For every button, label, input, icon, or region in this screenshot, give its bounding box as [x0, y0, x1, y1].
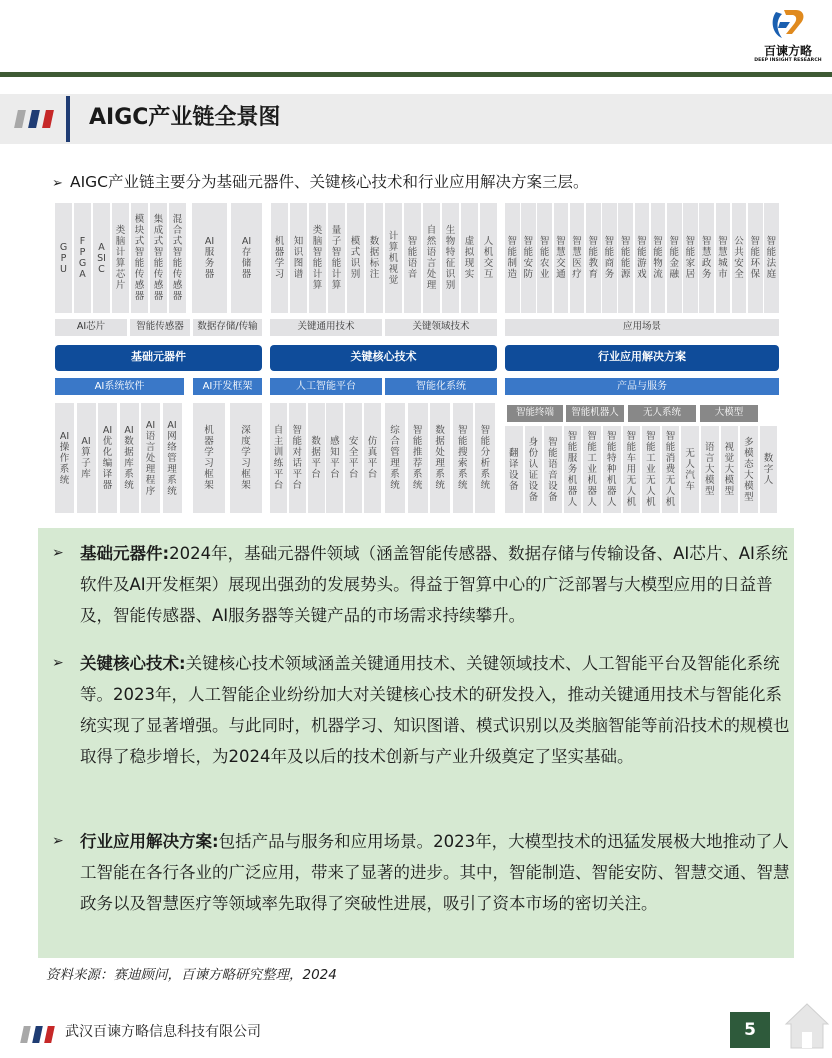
cell-label: 类脑智能计算	[312, 225, 323, 291]
cell-label: 智慧医疗	[572, 236, 582, 280]
diagram-top-cell	[618, 203, 633, 313]
diagram-bottom-cell	[385, 403, 405, 513]
paragraph-lead: 关键核心技术:	[80, 654, 186, 673]
diagram-bottom-cell	[270, 403, 287, 513]
cell-label: 智能推荐系统	[412, 425, 423, 491]
cell-label: 机器学习框架	[204, 425, 214, 491]
cell-label: 人机交互	[483, 236, 494, 280]
cell-label: 计算机视觉	[388, 230, 399, 286]
brand-name: 百谏方略	[763, 44, 812, 58]
diagram-top-cell	[290, 203, 307, 313]
diagram-top-cell	[328, 203, 345, 313]
diagram-category: AI芯片	[55, 319, 127, 336]
cell-label: 智能语音设备	[548, 436, 558, 503]
diagram-top-cell	[480, 203, 497, 313]
diagram-top-cell	[309, 203, 326, 313]
diagram-bottom-cell	[721, 426, 739, 513]
diagram-top-cell	[651, 203, 666, 313]
cell-label: 语言大模型	[704, 442, 715, 497]
cell-label: 数字人	[763, 453, 774, 486]
diagram-sublayer-bar: AI开发框架	[193, 378, 262, 395]
diagram-product-tag: 智能终端	[507, 405, 563, 422]
diagram-bottom-cell	[430, 403, 450, 513]
cell-label: 智能工业机器人	[587, 431, 597, 508]
cell-label: 感知平台	[330, 436, 340, 480]
cell-label: 综合管理系统	[390, 425, 400, 491]
cell-label: 智能法庭	[766, 236, 777, 280]
diagram-top-cell	[537, 203, 552, 313]
diagram-top-cell	[683, 203, 698, 313]
cell-label: 智能分析系统	[480, 425, 491, 491]
diagram-bottom-cell	[475, 403, 495, 513]
diagram-bottom-cell	[662, 426, 680, 513]
diagram-top-cell	[716, 203, 731, 313]
diagram-bottom-cell	[681, 426, 699, 513]
diagram-bottom-cell	[760, 426, 778, 513]
footer-flag-blue-icon	[32, 1026, 43, 1043]
cell-label: AI服务器	[204, 236, 215, 280]
diagram-bottom-cell	[77, 403, 96, 513]
cell-label: 智能消费无人机	[665, 431, 676, 508]
diagram-bottom-cell	[544, 426, 562, 513]
diagram-category: 数据存储/传输	[193, 319, 262, 336]
diagram-top-cell	[404, 203, 421, 313]
diagram-top-cell	[699, 203, 714, 313]
cell-label: 类脑计算芯片	[115, 225, 126, 291]
footer-flag-gray-icon	[20, 1026, 31, 1043]
diagram-top-cell	[732, 203, 747, 313]
diagram-bottom-cell	[564, 426, 582, 513]
diagram-top-cell	[423, 203, 440, 313]
cell-label: 智能服务机器人	[567, 431, 578, 508]
diagram-top-cell	[505, 203, 520, 313]
cell-label: AI网络管理系统	[167, 419, 177, 497]
page-number: 5	[730, 1012, 770, 1048]
diagram-bottom-cell	[345, 403, 362, 513]
diagram-bottom-cell	[623, 426, 641, 513]
cell-label: 智能教育	[588, 236, 598, 280]
diagram-top-cell	[461, 203, 478, 313]
diagram-category: 关键领域技术	[385, 319, 497, 336]
diagram-top-cell	[347, 203, 364, 313]
diagram-bottom-cell	[98, 403, 117, 513]
diagram-top-cell	[385, 203, 402, 313]
cell-label: 智能环保	[750, 236, 760, 280]
cell-label: 自主训练平台	[273, 425, 284, 491]
cell-label: 智慧政务	[701, 236, 712, 280]
bullet-arrow-icon: ➢	[52, 655, 64, 671]
page-title: AIGC产业链全景图	[89, 105, 281, 130]
diagram-bottom-cell	[141, 403, 160, 513]
diagram-top-cell	[764, 203, 779, 313]
diagram-top-cell	[192, 203, 227, 313]
diagram-bottom-cell	[308, 403, 325, 513]
cell-label: 智能金融	[669, 236, 679, 280]
cell-label: 智能工业无人机	[646, 431, 656, 508]
intro-text: AIGC产业链主要分为基础元器件、关键核心技术和行业应用解决方案三层。	[70, 173, 589, 191]
cell-label: 智能游戏	[637, 236, 647, 280]
diagram-top-cell	[442, 203, 459, 313]
diagram-layer-bar: 基础元器件	[55, 345, 262, 371]
home-icon[interactable]	[782, 998, 832, 1050]
diagram-bottom-cell	[326, 403, 343, 513]
cell-label: 智能农业	[539, 236, 550, 280]
paragraph-lead: 基础元器件:	[80, 544, 170, 563]
diagram-product-tag: 无人系统	[628, 405, 696, 422]
cell-label: AI语言处理程序	[145, 419, 156, 497]
cell-label: AI数据库系统	[124, 425, 134, 491]
diagram-sublayer-bar: 产品与服务	[505, 378, 779, 395]
brand-name-en: DEEP INSIGHT RESEARCH	[754, 58, 822, 63]
diagram-top-cell	[131, 203, 148, 313]
diagram-bottom-cell	[453, 403, 473, 513]
cell-label: 视觉大模型	[724, 442, 735, 497]
diagram-bottom-cell	[642, 426, 660, 513]
diagram-top-cell	[667, 203, 682, 313]
paragraph-text: 2024年，基础元器件领域（涵盖智能传感器、数据存储与传输设备、AI芯片、AI系统软件及AI开发框架）展现出强劲的发展势头。得益于智算中心的广泛部署与大模型应用的日益普及，智能传感器、AI服务器等关键产品的市场需求持续攀升。	[80, 544, 788, 625]
diagram-top-cell	[554, 203, 569, 313]
cell-label: 智能搜索系统	[458, 425, 468, 491]
cell-label: 身份认证设备	[528, 436, 539, 503]
cell-label: 模式识别	[350, 236, 361, 280]
diagram-sublayer-bar: 人工智能平台	[270, 378, 382, 395]
cell-label: 模块式智能传感器	[134, 214, 145, 302]
diagram-category: 关键通用技术	[270, 319, 382, 336]
diagram-top-cell	[93, 203, 110, 313]
diagram-bottom-cell	[120, 403, 139, 513]
diagram-bottom-cell	[163, 403, 182, 513]
diagram-top-cell	[748, 203, 763, 313]
cell-label: 智能制造	[507, 236, 517, 280]
cell-label: AI操作系统	[59, 430, 70, 486]
cell-label: 无人汽车	[685, 447, 695, 492]
cell-label: 安全平台	[348, 436, 359, 480]
diagram-top-cell	[521, 203, 536, 313]
cell-label: AI存储器	[241, 236, 252, 280]
cell-label: GPU	[59, 241, 68, 275]
diagram-sublayer-bar: 智能化系统	[385, 378, 497, 395]
diagram-category: 应用场景	[505, 319, 779, 336]
diagram-layer-bar: 行业应用解决方案	[505, 345, 779, 371]
cell-label: ASIC	[97, 241, 106, 275]
cell-label: 混合式智能传感器	[172, 214, 183, 302]
footer-flag-red-icon	[44, 1026, 55, 1043]
source-note: 资料来源：赛迪顾问，百谏方略研究整理，2024	[46, 967, 337, 983]
diagram-bottom-cell	[55, 403, 74, 513]
diagram-bottom-cell	[603, 426, 621, 513]
diagram-bottom-cell	[525, 426, 543, 513]
paragraph-foundation	[52, 538, 792, 631]
diagram-top-cell	[55, 203, 72, 313]
cell-label: 翻译设备	[508, 447, 519, 492]
bullet-arrow-icon: ➢	[52, 176, 63, 191]
cell-label: 智能家居	[685, 236, 696, 280]
bullet-arrow-icon: ➢	[52, 545, 64, 561]
diagram-top-cell	[169, 203, 186, 313]
diagram-bottom-cell	[289, 403, 306, 513]
cell-label: 仿真平台	[367, 436, 378, 480]
cell-label: 智能物流	[653, 236, 663, 280]
cell-label: 多模态大模型	[744, 436, 754, 503]
cell-label: 智能车用无人机	[626, 431, 637, 508]
diagram-category: 智能传感器	[130, 319, 190, 336]
cell-label: 量子智能计算	[331, 225, 342, 291]
bullet-arrow-icon: ➢	[52, 833, 64, 849]
diagram-bottom-cell	[701, 426, 719, 513]
diagram-bottom-cell	[408, 403, 428, 513]
cell-label: 数据处理系统	[435, 425, 445, 491]
diagram-top-cell	[74, 203, 91, 313]
cell-label: 生物特征识别	[445, 225, 456, 291]
paragraph-text: 包括产品与服务和应用场景。2023年，大模型技术的迅猛发展极大地推动了人工智能在各行各业的广泛应用，带来了显著的进步。其中，智能制造、智能安防、智慧交通、智慧政务以及智慧医疗等领域率先取得了突破性进展，吸引了资本市场的密切关注。	[80, 832, 790, 913]
paragraph-industry-solutions	[52, 826, 792, 919]
paragraph-lead: 行业应用解决方案:	[80, 832, 219, 851]
diagram-bottom-cell	[230, 403, 262, 513]
diagram-top-cell	[112, 203, 129, 313]
diagram-product-tag: 智能机器人	[566, 405, 624, 422]
cell-label: 智能语音	[407, 236, 418, 280]
paragraph-text: 关键核心技术领域涵盖关键通用技术、关键领域技术、人工智能平台及智能化系统等。2023年，人工智能企业纷纷加大对关键核心技术的研发投入，推动关键通用技术与智能化系统实现了显著增强。与此同时，机器学习、知识图谱、模式识别以及类脑智能等前沿技术的规模也取得了稳步增长，为2024年及以后的技术创新与产业升级奠定了坚实基础。	[80, 654, 790, 766]
diagram-bottom-cell	[193, 403, 225, 513]
cell-label: 机器学习	[274, 236, 285, 280]
cell-label: 数据平台	[311, 436, 321, 480]
cell-label: 智慧交通	[556, 236, 566, 280]
diagram-top-cell	[570, 203, 585, 313]
cell-label: 虚拟现实	[464, 236, 475, 280]
diagram-top-cell	[271, 203, 288, 313]
cell-label: 数据标注	[369, 236, 380, 280]
cell-label: 智能安防	[523, 236, 534, 280]
diagram-top-cell	[231, 203, 262, 313]
cell-label: 集成式智能传感器	[153, 214, 164, 302]
cell-label: 公共安全	[734, 236, 744, 280]
diagram-bottom-cell	[583, 426, 601, 513]
diagram-layer-bar: 关键核心技术	[270, 345, 497, 371]
diagram-bottom-cell	[364, 403, 381, 513]
paragraph-core-tech	[52, 648, 792, 772]
footer-company: 武汉百谏方略信息科技有限公司	[65, 1024, 261, 1040]
cell-label: AI算子库	[81, 436, 91, 480]
cell-label: FPGA	[78, 236, 87, 280]
cell-label: 知识图谱	[293, 236, 304, 280]
diagram-bottom-cell	[505, 426, 523, 513]
diagram-sublayer-bar: AI系统软件	[55, 378, 184, 395]
diagram-top-cell	[150, 203, 167, 313]
cell-label: 智能能源	[620, 236, 631, 280]
cell-label: 自然语言处理	[426, 225, 437, 291]
diagram-top-cell	[586, 203, 601, 313]
diagram-product-tag: 大模型	[700, 405, 758, 422]
cell-label: 智能特种机器人	[606, 431, 617, 508]
diagram-top-cell	[602, 203, 617, 313]
cell-label: AI优化编译器	[102, 425, 113, 491]
diagram-top-cell	[635, 203, 650, 313]
diagram-top-cell	[366, 203, 383, 313]
cell-label: 智慧城市	[718, 236, 728, 280]
cell-label: 深度学习框架	[241, 425, 251, 491]
cell-label: 智能商务	[604, 236, 615, 280]
cell-label: 智能对话平台	[292, 425, 303, 491]
industry-chain-diagram	[0, 0, 832, 520]
diagram-bottom-cell	[740, 426, 758, 513]
